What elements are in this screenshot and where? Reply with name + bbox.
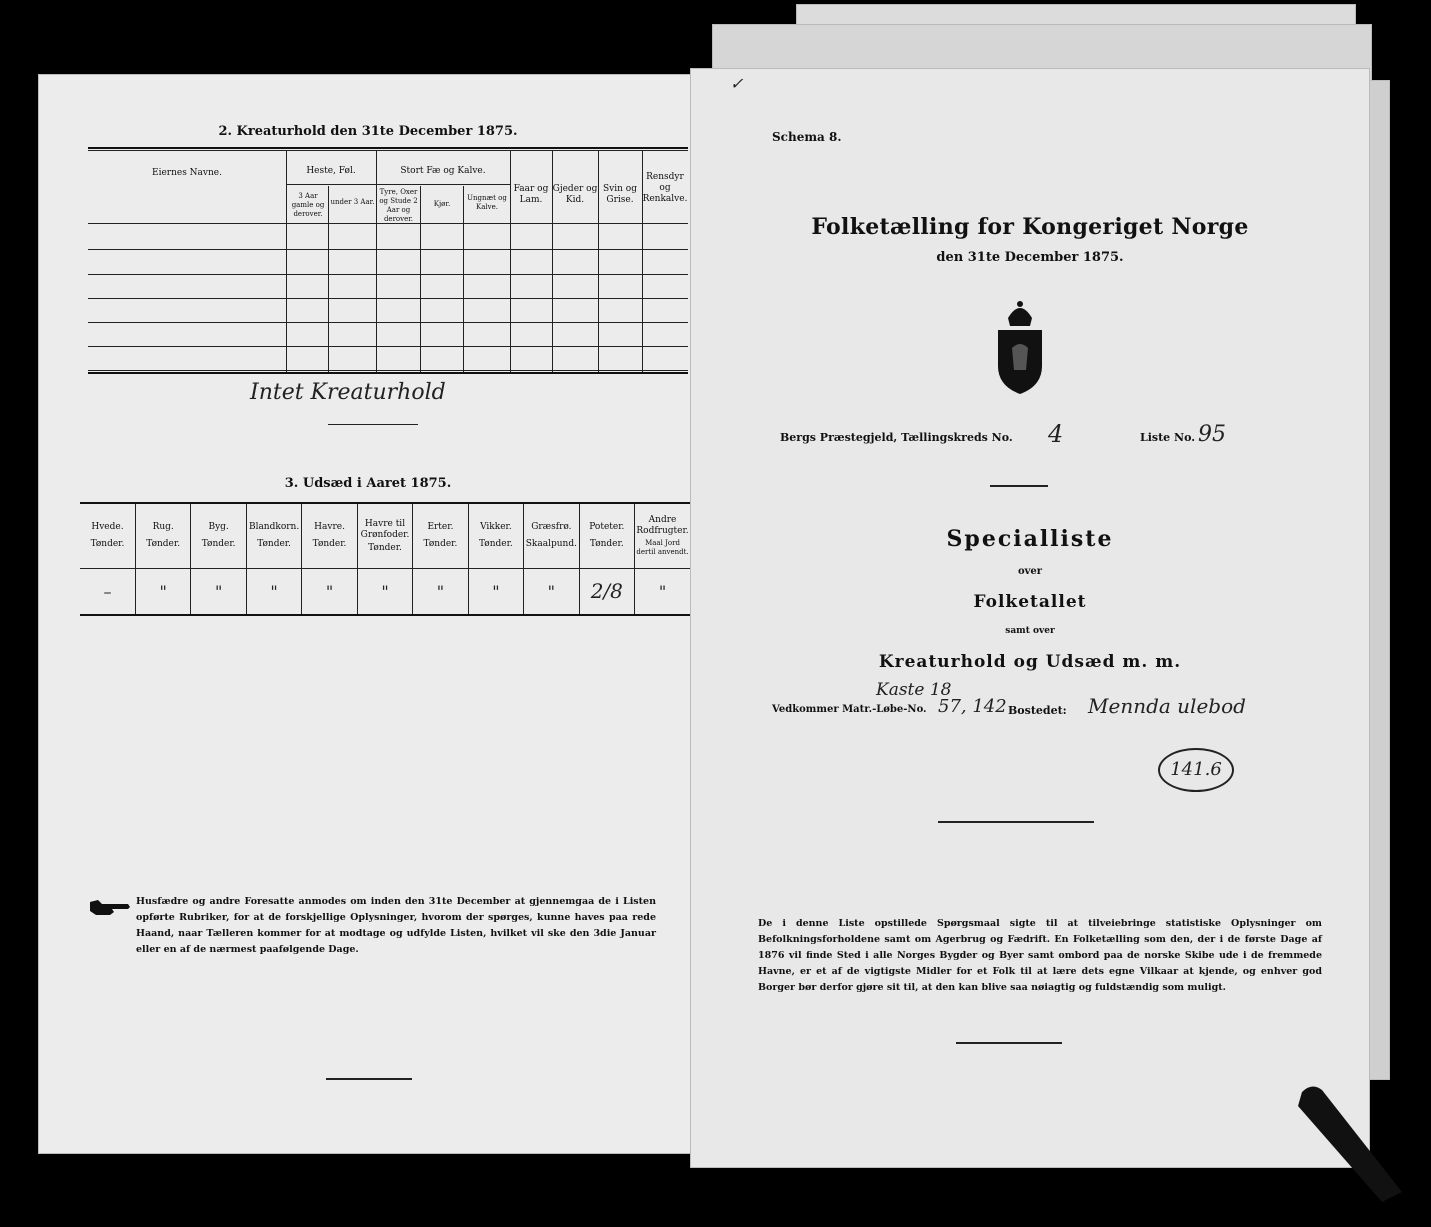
right-page xyxy=(690,68,1370,1168)
livestock-title: 2. Kreaturhold den 31te December 1875. xyxy=(218,124,518,139)
cattle-header: Stort Fæ og Kalve. xyxy=(400,166,486,176)
seed-col-name: Byg. xyxy=(208,522,229,532)
cattle-col3-header: Ungnæt og Kalve. xyxy=(467,194,507,211)
seed-value: " xyxy=(246,568,301,614)
district-number: 4 xyxy=(1048,420,1064,448)
census-date: den 31te December 1875. xyxy=(936,250,1124,265)
handwritten-no-livestock: Intet Kreaturhold xyxy=(250,380,446,405)
seed-col-unit: Tønder. xyxy=(146,539,181,549)
col-divider xyxy=(328,186,329,372)
seed-value: " xyxy=(357,568,412,614)
census-title: Folketælling for Kongeriget Norge xyxy=(811,214,1249,240)
seed-col-unit: Tønder. xyxy=(90,539,125,549)
seed-col-unit: Tønder. xyxy=(201,539,236,549)
closing-rule xyxy=(326,1078,412,1080)
binder-clip xyxy=(1282,1082,1422,1202)
seed-col-unit: Maal Jord dertil anvendt. xyxy=(636,539,689,556)
owners-name-header: Eiernes Navne. xyxy=(152,168,222,178)
divider-rule xyxy=(938,821,1094,823)
seed-col-header xyxy=(302,504,357,568)
divider-rule xyxy=(990,485,1048,487)
seed-col-name: Vikker. xyxy=(480,522,512,532)
householder-footnote: Husfædre og andre Foresatte anmodes om inden den 31te December at gjennemgaa de i Listen opførte Rubriker, for at de forskjellige Oplysninger, hvorom der spørges, kunne haves paa rede Haand, naar Tælleren kommer for at modtage og udfylde Listen, hvilket vil ske den 3die Januar eller en af de nærmest paafølgende Dage. xyxy=(136,896,656,955)
table-bottom-rule xyxy=(88,372,688,374)
seed-col-unit: Tønder. xyxy=(423,539,458,549)
seed-col-header xyxy=(524,504,579,568)
seed-value: " xyxy=(635,568,690,614)
parish-label: Bergs Præstegjeld, Tællingskreds No. xyxy=(780,431,1013,444)
closing-rule xyxy=(956,1042,1062,1044)
seed-col-name: Hvede. xyxy=(91,522,124,532)
left-page xyxy=(38,74,698,1154)
horses-col1-header: 3 Aar gamle og derover. xyxy=(291,192,325,218)
seed-col-header xyxy=(635,504,690,568)
seed-col-name: Havre til Grønfoder. xyxy=(360,518,410,540)
check-mark-icon: ✓ xyxy=(730,74,744,93)
cattle-col1-header: Tyre, Oxer og Stude 2 Aar og derover. xyxy=(379,188,418,223)
seed-value: 2/8 xyxy=(579,568,634,614)
pigs-header: Svin og Grise. xyxy=(603,184,637,205)
reindeer-header: Rensdyr og Renkalve. xyxy=(642,172,688,204)
seed-col-name: Poteter. xyxy=(589,522,625,532)
seed-col-name: Havre. xyxy=(314,522,345,532)
seed-value: " xyxy=(468,568,523,614)
seed-header-row xyxy=(80,504,690,568)
bostedet-value: Mennda ulebod xyxy=(1088,694,1246,718)
horses-col2-header: under 3 Aar. xyxy=(330,198,375,206)
goats-header: Gjeder og Kid. xyxy=(552,184,598,205)
samt-over-label: samt over xyxy=(1005,626,1055,636)
seed-table xyxy=(80,504,690,614)
seed-value: " xyxy=(524,568,579,614)
seed-col-header xyxy=(191,504,246,568)
norway-coat-of-arms-icon xyxy=(990,296,1050,396)
seed-col-unit: Tønder. xyxy=(589,539,624,549)
over-label: over xyxy=(1017,566,1043,577)
seed-col-unit: Skaalpund. xyxy=(525,539,577,549)
seed-col-name: Andre Rodfrugter. xyxy=(636,515,689,536)
census-notice: De i denne Liste opstillede Spørgsmaal sigte til at tilveiebringe statistiske Oplysninger om Befolkningsforholdene samt om Agerbrug og Fædrift. En Folketælling som den, der i de første Dage af 1876 vil finde Sted i alle Norges Bygder og Byer samt ombord paa de norske Skibe ude i de fremmede Havne, er et af de vigtigste Midler for et Folk til at lære dets egne Vilkaar at kjende, og enhver god Borger bør derfor gjøre sit til, at den kan blive saa nøiagtig og fuldstændig som muligt. xyxy=(758,918,1322,993)
seed-col-header xyxy=(413,504,468,568)
seed-value: " xyxy=(302,568,357,614)
col-divider xyxy=(420,186,421,372)
specialliste-heading: Specialliste xyxy=(946,526,1114,552)
seed-col-header xyxy=(468,504,523,568)
seed-value: – xyxy=(103,581,112,601)
seed-value: " xyxy=(191,568,246,614)
seed-col-header xyxy=(135,504,190,568)
subheader-rule xyxy=(286,184,510,185)
seed-col-name: Blandkorn. xyxy=(248,522,300,532)
handwritten-farm-name: Kaste 18 xyxy=(876,680,952,700)
kreaturhold-heading: Kreaturhold og Udsæd m. m. xyxy=(878,652,1182,672)
seed-col-unit: Tønder. xyxy=(479,539,513,549)
seed-col-header xyxy=(246,504,301,568)
list-label: Liste No. xyxy=(1140,431,1196,444)
matr-number: 57, 142 xyxy=(938,696,1007,717)
seed-value-row xyxy=(80,568,690,614)
seed-col-name: Erter. xyxy=(427,522,454,532)
circled-number-stamp: 141.6 xyxy=(1158,748,1234,792)
matr-label: Vedkommer Matr.-Løbe-No. xyxy=(772,704,927,715)
list-number: 95 xyxy=(1198,422,1226,447)
table-top-rule xyxy=(88,147,688,149)
seed-col-unit: Tønder. xyxy=(257,539,291,549)
short-rule xyxy=(328,424,418,425)
schema-label: Schema 8. xyxy=(772,130,842,144)
seed-col-name: Græsfrø. xyxy=(531,522,572,532)
seed-col-unit: Tønder. xyxy=(312,539,347,549)
seed-col-name: Rug. xyxy=(152,522,174,532)
horses-header: Heste, Føl. xyxy=(306,166,356,176)
seed-bottom-rule xyxy=(80,614,690,616)
bostedet-label: Bostedet: xyxy=(1008,704,1067,717)
seed-title: 3. Udsæd i Aaret 1875. xyxy=(284,476,452,491)
folketallet-heading: Folketallet xyxy=(973,592,1087,612)
seed-col-unit: Tønder. xyxy=(368,542,402,553)
seed-col-header xyxy=(357,504,412,568)
pointing-hand-icon xyxy=(88,896,132,918)
seed-value: " xyxy=(413,568,468,614)
cattle-col2-header: Kjør. xyxy=(433,200,451,208)
seed-value: " xyxy=(135,568,190,614)
seed-col-header xyxy=(80,504,135,568)
seed-col-header xyxy=(579,504,634,568)
sheep-header: Faar og Lam. xyxy=(513,184,549,205)
col-divider xyxy=(463,186,464,372)
